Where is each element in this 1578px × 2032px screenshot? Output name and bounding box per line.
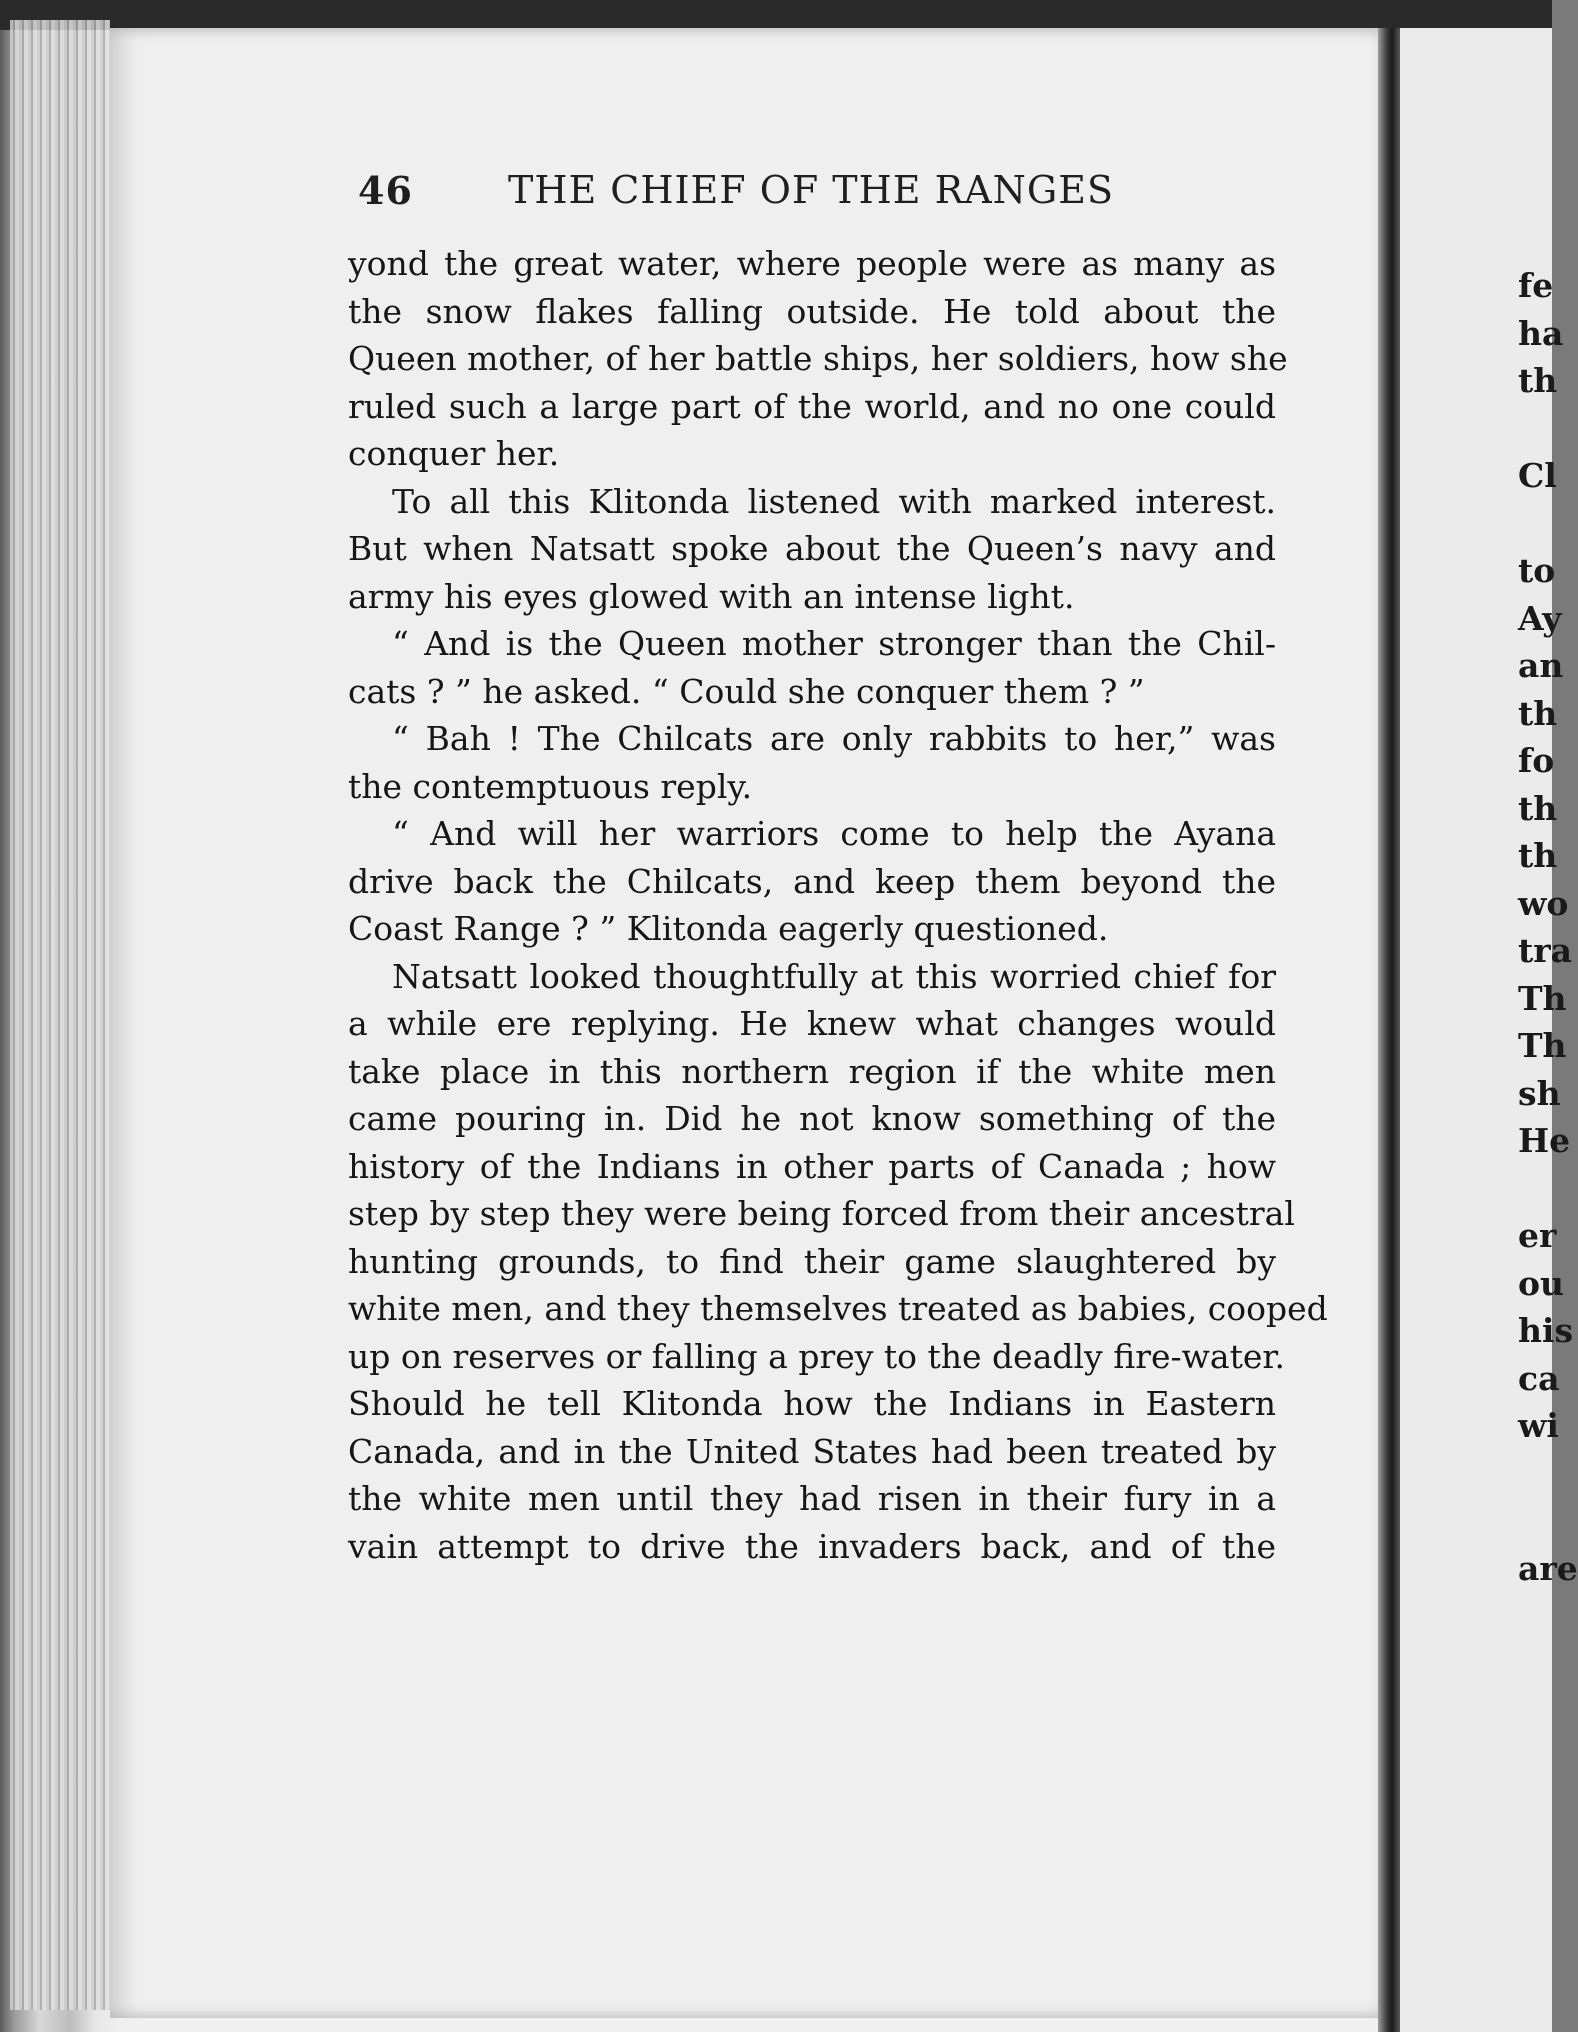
text-line: Coast Range ? ” Klitonda eagerly questioned.: [348, 909, 1109, 948]
page-header: [358, 168, 1148, 220]
right-page-fragment: are: [1518, 1548, 1578, 1588]
text-line: Queen mother, of her battle ships, her soldiers, how she: [348, 339, 1288, 378]
text-line: “ And is the Queen mother stronger than the Chil-: [392, 624, 1276, 663]
text-line: up on reserves or falling a prey to the deadly fire-water.: [348, 1336, 1286, 1376]
right-page-fragment: fo: [1518, 741, 1555, 780]
text-line: Canada, and in the United States had been treated by: [348, 1431, 1276, 1471]
text-line: army his eyes glowed with an intense light.: [348, 576, 1075, 616]
text-line: the white men until they had risen in their fury in a: [348, 1479, 1276, 1518]
text-line: drive back the Chilcats, and keep them beyond the: [348, 861, 1276, 901]
text-line: the contemptuous reply.: [348, 766, 753, 806]
text-line: “ Bah ! The Chilcats are only rabbits to her,” was: [392, 719, 1276, 758]
right-page-fragment: [1518, 500, 1558, 548]
text-line: “ And will her warriors come to help the Ayana: [392, 814, 1276, 853]
right-page-fragment: sh: [1518, 1073, 1561, 1113]
right-page-fragment: Th: [1518, 978, 1567, 1018]
page-number: 46: [358, 168, 413, 213]
text-line: yond the great water, where people were as many as: [348, 244, 1276, 283]
right-page-fragment: fe: [1518, 266, 1554, 305]
right-page-fragment: th: [1518, 836, 1558, 875]
right-page-fragment: ha: [1518, 313, 1564, 353]
text-line: cats ? ” he asked. “ Could she conquer them ? ”: [348, 671, 1145, 711]
page-body-text: [348, 240, 1328, 1570]
right-page-fragment: his: [1518, 1311, 1574, 1350]
right-page-text-fragments: [1518, 262, 1578, 1592]
text-line: But when Natsatt spoke about the Queen’s navy and: [348, 529, 1276, 568]
text-line: came pouring in. Did he not know something of the: [348, 1099, 1276, 1138]
right-page-fragment: [1518, 1165, 1558, 1213]
right-page-fragment: Ay: [1518, 598, 1562, 638]
text-line: Natsatt looked thoughtfully at this worried chief for: [392, 956, 1276, 996]
right-page-fragment: to: [1518, 551, 1556, 590]
text-line: To all this Klitonda listened with marked interest.: [392, 481, 1276, 521]
right-page-fragment: th: [1518, 693, 1558, 733]
right-page-fragment: [1518, 1497, 1558, 1545]
book-gutter: [1378, 28, 1400, 2032]
right-page-fragment: wi: [1518, 1406, 1559, 1445]
right-page-fragment: Cl: [1518, 456, 1557, 495]
text-line: conquer her.: [348, 434, 560, 473]
running-title: THE CHIEF OF THE RANGES: [508, 168, 1115, 212]
right-page-fragment: He: [1518, 1121, 1571, 1160]
right-page-fragment: [1518, 1450, 1558, 1498]
text-line: a while ere replying. He knew what changes would: [348, 1004, 1276, 1043]
text-line: Should he tell Klitonda how the Indians in Eastern: [348, 1384, 1276, 1423]
text-line: ruled such a large part of the world, and no one could: [348, 386, 1276, 426]
text-line: the snow flakes falling outside. He told about the: [348, 291, 1276, 331]
text-line: step by step they were being forced from their ancestral: [348, 1194, 1295, 1233]
text-line: vain attempt to drive the invaders back, and of the: [348, 1526, 1276, 1566]
right-page-fragment: er: [1518, 1216, 1557, 1255]
right-page-fragment: th: [1518, 788, 1558, 828]
right-page-fragment: an: [1518, 646, 1564, 685]
text-line: hunting grounds, to find their game slaughtered by: [348, 1241, 1276, 1281]
text-line: history of the Indians in other parts of Canada ; how: [348, 1146, 1276, 1186]
page-edge-stack: [10, 20, 110, 2010]
right-page-fragment: th: [1518, 361, 1558, 400]
text-line: take place in this northern region if the white men: [348, 1051, 1276, 1091]
right-page-fragment: ou: [1518, 1263, 1565, 1303]
scan-top-border: [0, 0, 1552, 30]
right-page-fragment: ca: [1518, 1358, 1560, 1398]
right-page-fragment: wo: [1518, 883, 1569, 923]
right-page-fragment: Th: [1518, 1026, 1567, 1065]
right-page-fragment: tra: [1518, 931, 1573, 970]
text-line: white men, and they themselves treated as babies, cooped: [348, 1289, 1328, 1328]
right-page-fragment: [1518, 405, 1558, 453]
